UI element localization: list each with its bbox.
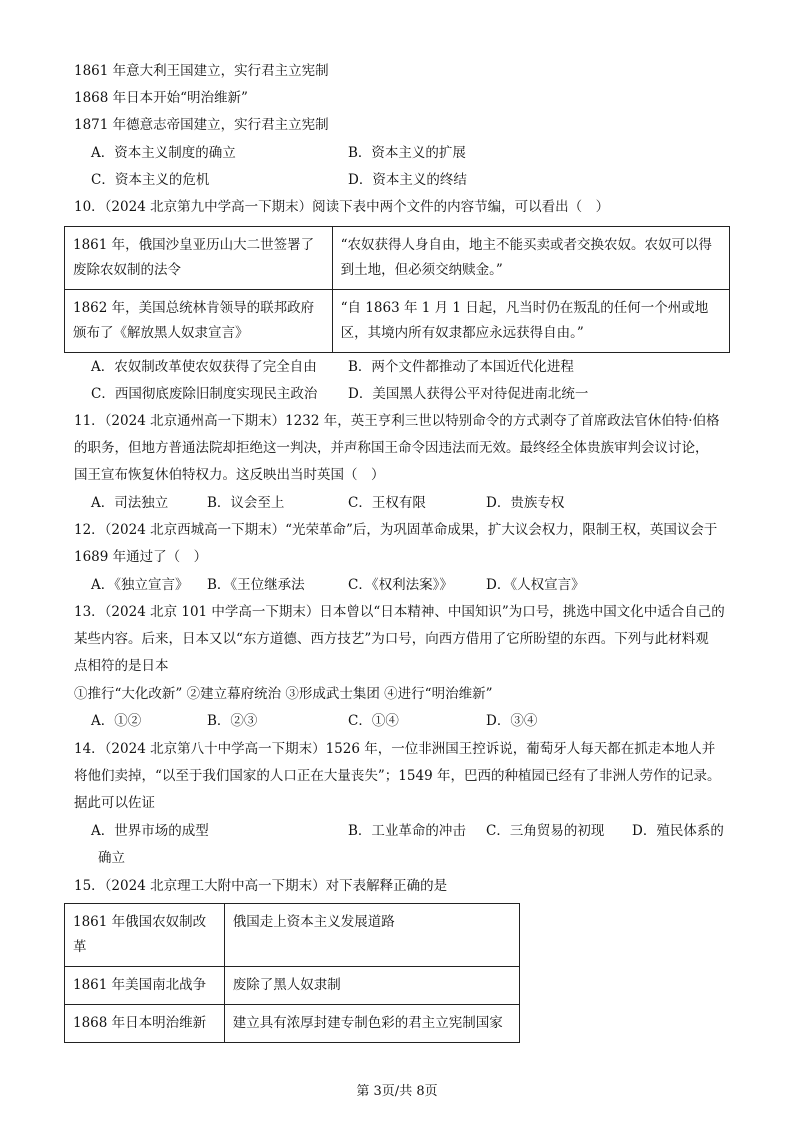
option-b: B．议会至上 bbox=[207, 495, 285, 511]
table-cell: “农奴获得人身自由，地主不能买卖或者交换农奴。农奴可以得到土地，但必须交纳赎金。” bbox=[332, 227, 729, 290]
option-d: D．③④ bbox=[486, 713, 538, 729]
option-c: C．《权利法案》》 bbox=[348, 577, 453, 593]
option-b: B．②③ bbox=[207, 713, 258, 729]
option-d: D．殖民体系的 bbox=[632, 823, 724, 839]
table-cell: 1868 年日本明治维新 bbox=[65, 1005, 225, 1043]
option-c: C．王权有限 bbox=[348, 495, 426, 511]
table-cell: 1862 年，美国总统林肯领导的联邦政府颁布了《解放黑人奴隶宣言》 bbox=[65, 290, 333, 353]
option-a: A．①② bbox=[91, 713, 142, 729]
text-line: 将他们卖掉，“以至于我们国家的人口正在大量丧失”；1549 年，巴西的种植园已经有了非洲人劳作的记录。 bbox=[74, 768, 721, 784]
option-b: B．两个文件都推动了本国近代化进程 bbox=[348, 359, 574, 375]
text-line: 1861 年意大利王国建立，实行君主立宪制 bbox=[74, 63, 329, 79]
table-cell: 俄国走上资本主义发展道路 bbox=[224, 904, 519, 967]
table-row bbox=[65, 1005, 520, 1043]
question-stem: 10．（2024 北京第九中学高一下期末）阅读下表中两个文件的内容节编，可以看出（ ） bbox=[74, 199, 610, 215]
option-c: C．西国彻底废除旧制度实现民主政治 bbox=[91, 386, 318, 402]
option-b: B．《王位继承法 bbox=[207, 577, 305, 593]
text-line: 某些内容。后来，日本又以“东方道德、西方技艺”为口号，向西方借用了它所盼望的东西。下列与此材料观 bbox=[74, 631, 709, 647]
question-stem: 14．（2024 北京第八十中学高一下期末）1526 年，一位非洲国王控诉说，葡萄牙人每天都在抓走本地人并 bbox=[74, 741, 716, 757]
question-stem: 12．（2024 北京西城高一下期末）“光荣革命”后，为巩固革命成果，扩大议会权力，限制王权，英国议会于 bbox=[74, 522, 718, 538]
q15-table bbox=[64, 903, 520, 1043]
option-a: A．农奴制改革使农奴获得了完全自由 bbox=[91, 359, 317, 375]
page-number: 第 3页/共 8页 bbox=[356, 1084, 438, 1099]
option-a: A．司法独立 bbox=[91, 495, 169, 511]
option-d: D．《人权宣言》 bbox=[486, 577, 585, 593]
table-row bbox=[65, 290, 730, 353]
text-line: 的职务，但地方普通法院却拒绝这一判决，并声称国王命令因违法而无效。最终经全体贵族审判会议讨论， bbox=[74, 440, 709, 456]
question-stem: 13．（2024 北京 101 中学高一下期末）日本曾以“日本精神、中国知识”为口号，挑选中国文化中适合自己的 bbox=[74, 604, 725, 620]
table-cell: “自 1863 年 1 月 1 日起，凡当时仍在叛乱的任何一个州或地区，其境内所有奴隶都应永远获得自由。” bbox=[332, 290, 729, 353]
option-continuation: 确立 bbox=[98, 850, 125, 866]
table-cell: 废除了黑人奴隶制 bbox=[224, 967, 519, 1005]
option-d: D．美国黑人获得公平对待促进南北统一 bbox=[348, 386, 589, 402]
text-line: 1868 年日本开始“明治维新” bbox=[74, 90, 248, 106]
question-stem: 11．（2024 北京通州高一下期末）1232 年，英王亨利三世以特别命令的方式剥夺了首席政法官休伯特·伯格 bbox=[74, 413, 720, 429]
option-a: A．《独立宣言》 bbox=[91, 577, 189, 593]
text-line: 据此可以佐证 bbox=[74, 795, 155, 811]
table-cell: 1861 年，俄国沙皇亚历山大二世签署了废除农奴制的法令 bbox=[65, 227, 333, 290]
q10-table bbox=[64, 226, 730, 353]
text-line: 点相符的是日本 bbox=[74, 658, 169, 674]
option-c: C．①④ bbox=[348, 713, 399, 729]
option-b: B．工业革命的冲击 bbox=[348, 823, 466, 839]
table-row bbox=[65, 904, 520, 967]
text-line: 1689 年通过了（ ） bbox=[74, 549, 208, 565]
text-line: ①推行“大化改新” ②建立幕府统治 ③形成武士集团 ④进行“明治维新” bbox=[74, 686, 493, 702]
table-cell: 1861 年美国南北战争 bbox=[65, 967, 225, 1005]
option-d: D．资本主义的终结 bbox=[348, 172, 467, 188]
table-row bbox=[65, 227, 730, 290]
table-cell: 建立具有浓厚封建专制色彩的君主立宪制国家 bbox=[224, 1005, 519, 1043]
question-stem: 15．（2024 北京理工大附中高一下期末）对下表解释正确的是 bbox=[74, 878, 448, 894]
option-b: B．资本主义的扩展 bbox=[348, 145, 466, 161]
option-a: A．世界市场的成型 bbox=[91, 823, 209, 839]
table-row bbox=[65, 967, 520, 1005]
option-d: D．贵族专权 bbox=[486, 495, 565, 511]
table-cell: 1861 年俄国农奴制改革 bbox=[65, 904, 225, 967]
text-line: 1871 年德意志帝国建立，实行君主立宪制 bbox=[74, 117, 329, 133]
option-a: A．资本主义制度的确立 bbox=[91, 145, 236, 161]
option-c: C．三角贸易的初现 bbox=[486, 823, 605, 839]
option-c: C．资本主义的危机 bbox=[91, 172, 210, 188]
text-line: 国王宣布恢复休伯特权力。这反映出当时英国（ ） bbox=[74, 467, 385, 483]
